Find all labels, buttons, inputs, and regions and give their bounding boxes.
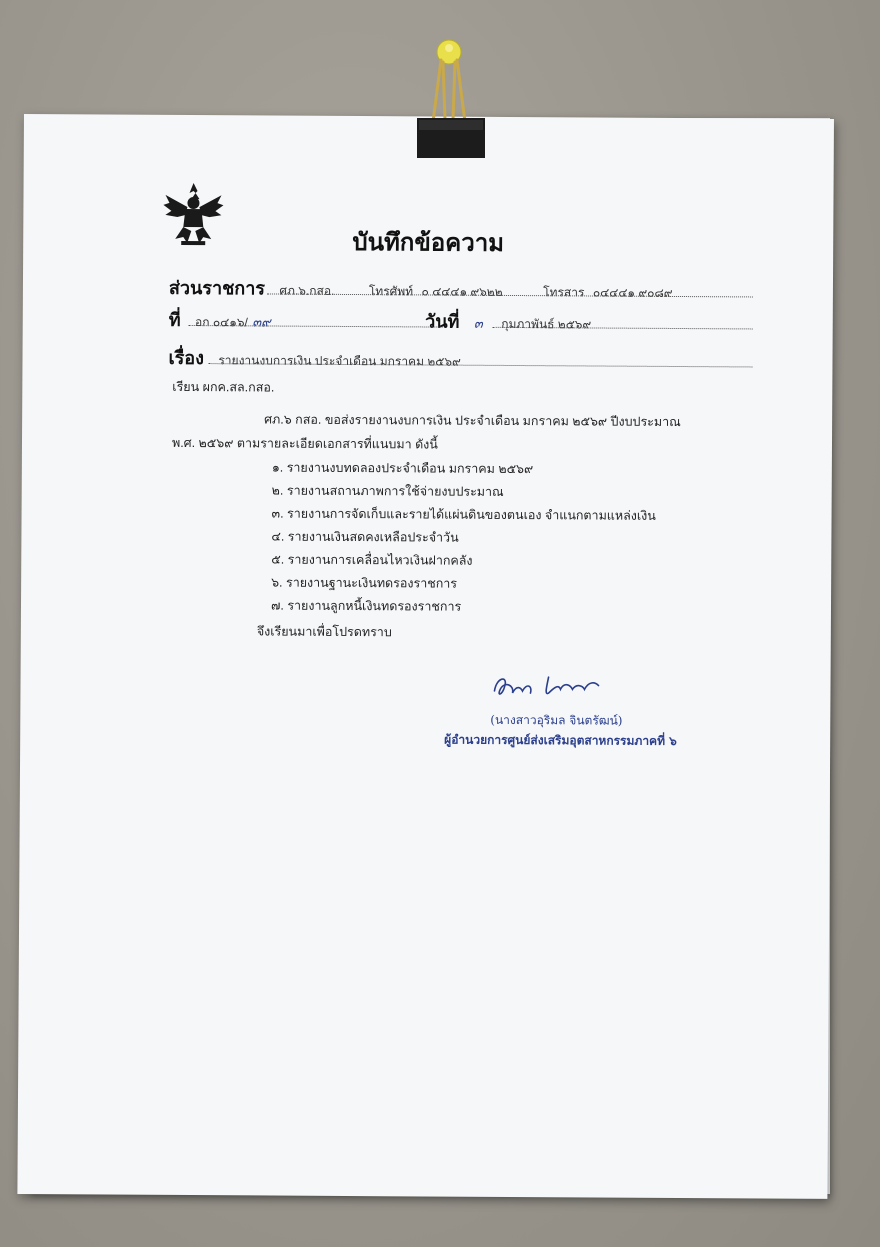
agency-row [169,273,673,305]
handwritten-signature-icon [486,667,626,708]
paragraph-line-1: ศภ.๖ กสอ. ขอส่งรายงานงบการเงิน ประจำเดือน มกราคม ๒๕๖๙ ปีงบประมาณ [264,412,681,430]
agency-value: ศภ.๖.กสอ. [279,283,335,298]
binder-clip-icon [415,30,487,166]
subject-value: รายงานงบการเงิน ประจำเดือน มกราคม ๒๕๖๙ [218,353,461,369]
date-value: กุมภาพันธ์ ๒๕๖๙ [501,316,592,332]
signer-position: ผู้อำนวยการศูนย์ส่งเสริมอุตสาหกรรมภาคที่ ๖ [444,732,677,748]
list-item: ๑. รายงานงบทดลองประจำเดือน มกราคม ๒๕๖๙ [271,460,534,477]
phone-value: ๐ ๔๔๔๑ ๙๖๒๒ [421,284,503,299]
agency-label: ส่วนราชการ [168,277,266,299]
fax-label: โทรสาร [543,285,585,300]
list-item: ๔. รายงานเงินสดคงเหลือประจำวัน [271,529,459,545]
list-item: ๒. รายงานสถานภาพการใช้จ่ายงบประมาณ [271,483,504,499]
list-item: ๗. รายงานลูกหนี้เงินทดรองราชการ [270,598,462,614]
memo-paper [17,114,834,1199]
date-day-handwritten: ๓ [473,316,483,332]
ref-date-row [169,305,592,337]
fax-value: ๐๔๔๔๑ ๙๐๘๙ [592,285,673,300]
ref-handwritten: ๓๙ [252,315,271,331]
subject-row [168,343,460,374]
list-item: ๓. รายงานการจัดเก็บและรายได้แผ่นดินของตนเอง จำแนกตามแหล่งเงิน [271,506,656,523]
memo-title: บันทึกข้อความ [352,227,505,257]
paragraph-line-2: พ.ศ. ๒๕๖๙ ตามรายละเอียดเอกสารที่แนบมา ดังนี้ [171,435,438,452]
ref-label: ที่ [168,309,181,330]
salutation: เรียน ผกค.สล.กสอ. [172,379,275,395]
closing-text: จึงเรียนมาเพื่อโปรดทราบ [256,624,392,640]
ref-value: อก ๐๔๑๖/ [195,315,248,330]
date-label: วันที่ [425,311,460,332]
list-item: ๖. รายงานฐานะเงินทดรองราชการ [271,575,458,591]
list-item: ๕. รายงานการเคลื่อนไหวเงินฝากคลัง [271,552,473,568]
phone-label: โทรศัพท์ [368,284,414,299]
subject-label: เรื่อง [168,347,204,369]
signer-name: (นางสาวอุริมล จินตรัฒน์) [490,712,623,728]
